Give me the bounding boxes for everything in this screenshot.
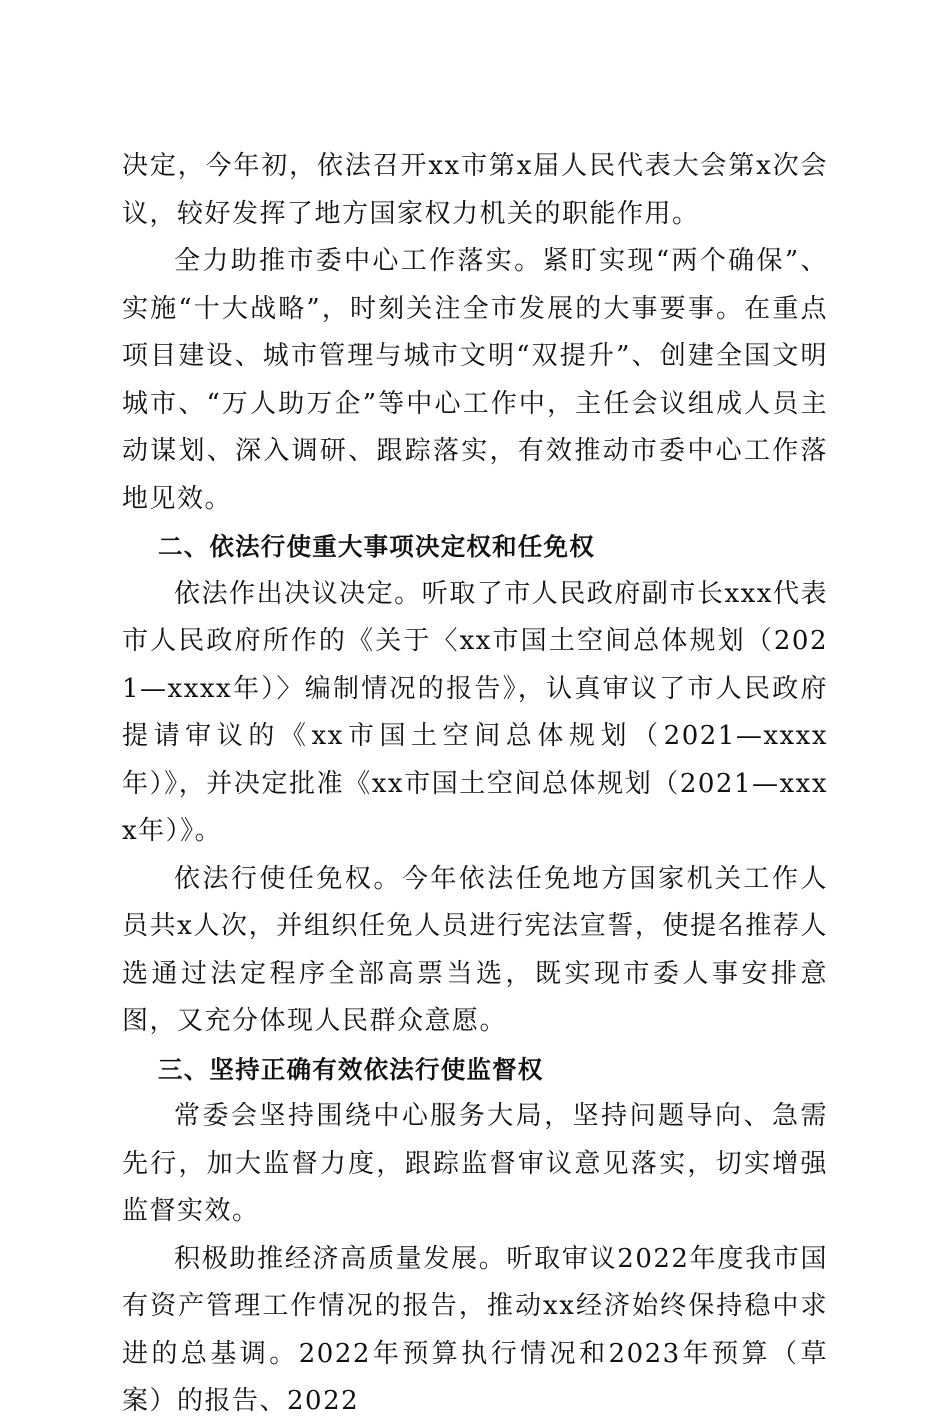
paragraph-supervision-overview: 常委会坚持围绕中心服务大局，坚持问题导向、急需先行，加大监督力度，跟踪监督审议意见落实，切实增强监督实效。 xyxy=(122,1101,828,1226)
paragraph-support-central-work: 全力助推市委中心工作落实。紧盯实现“两个确保”、实施“十大战略”，时刻关注全市发展的大事要事。在重点项目建设、城市管理与城市文明“双提升”、创建全国文明城市、“万人助万企”等中心工作中，主任会议组成人员主动谋划、深入调研、跟踪落实，有效推动市委中心工作落地见效。 xyxy=(122,246,828,514)
paragraph-resolutions: 依法作出决议决定。听取了市人民政府副市长xxx代表市人民政府所作的《关于〈xx市国土空间总体规划（2021—xxxx年）〉编制情况的报告》，认真审议了市人民政府提请审议的《xx市国土空间总体规划（2021—xxxx年）》，并决定批准《xx市国土空间总体规划（2021—xxxx年）》。 xyxy=(122,578,828,846)
paragraph-appointment-power: 依法行使任免权。今年依法任免地方国家机关工作人员共x人次，并组织任免人员进行宪法宣誓，使提名推荐人选通过法定程序全部高票当选，既实现市委人事安排意图，又充分体现人民群众意愿。 xyxy=(122,863,828,1036)
document-body xyxy=(122,143,828,1426)
section-heading-3: 三、坚持正确有效依法行使监督权 xyxy=(158,1054,544,1084)
paragraph-continuation: 决定，今年初，依法召开xx市第x届人民代表大会第x次会议，较好发挥了地方国家权力机关的职能作用。 xyxy=(122,151,828,229)
section-heading-2: 二、依法行使重大事项决定权和任免权 xyxy=(158,532,595,561)
paragraph-economic-development: 积极助推经济高质量发展。听取审议2022年度我市国有资产管理工作情况的报告，推动xx经济始终保持稳中求进的总基调。2022年预算执行情况和2023年预算（草案）的报告、2022 xyxy=(122,1243,828,1416)
